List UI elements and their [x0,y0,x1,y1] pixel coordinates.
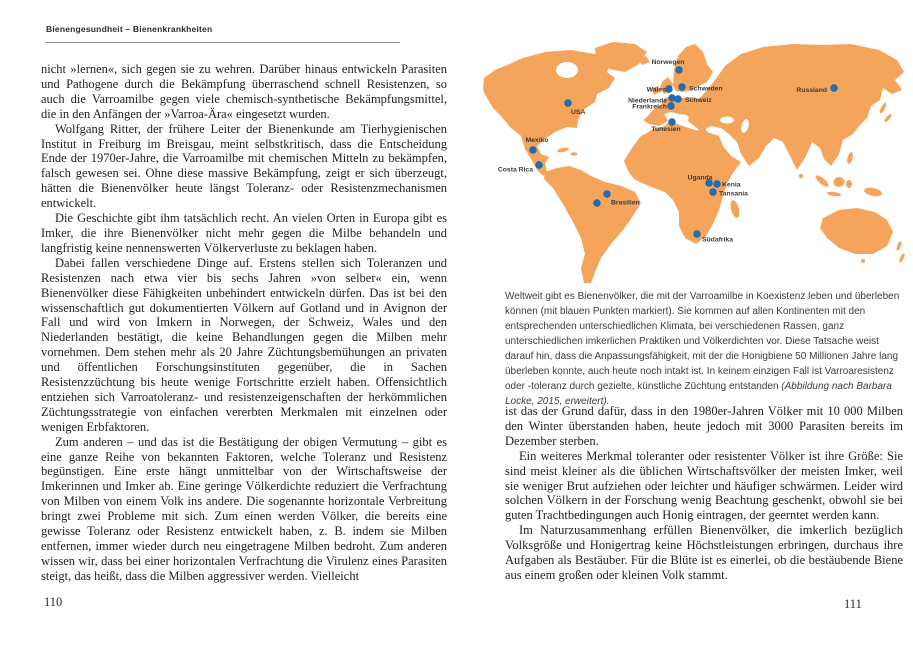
header-rule [46,42,400,43]
map-label-costa-rica: Costa Rica [497,166,533,174]
world-map [483,42,907,283]
left-page-text [41,62,447,584]
map-dot-schweiz [675,96,682,103]
map-dot-costa-rica [536,162,543,169]
map-dot-russland [831,85,838,92]
world-map-figure [483,42,907,283]
island-new-zealand-south [898,253,905,264]
island-cuba [557,147,570,153]
paragraph: Im Naturzusammenhang erfüllen Bienenvölker, die imkerlich bezüglich Volksgröße und Honigertrag keine Höchstleistungen erbringen, durchaus ihre Aufgaben als Bestäuber. Für die Blüte ist es einerlei, ob die bestäubende Biene aus einem großen oder kleinen Volk stammt. [505,523,903,582]
map-dot-niederlande [669,95,676,102]
paragraph: ist das der Grund dafür, dass in den 1980er-Jahren Völker mit 10 000 Milben den Winter überstanden haben, heute jedoch mit 3000 Parasiten bereits im Dezember sterben. [505,404,903,448]
map-label-mexiko: Mexiko [525,137,549,144]
island-japan-south [883,113,892,123]
island-sumatra [814,174,830,189]
island-sri-lanka [799,174,803,178]
figure-caption-source: (Abbildung nach Barbara Locke, 2015, erweitert). [505,381,892,407]
map-dot-frankreich [668,103,675,110]
island-java [827,191,841,197]
map-dot-s-dafrika [694,231,701,238]
paragraph: Dabei fallen verschiedene Dinge auf. Erstens stellen sich Toleranzen und Resistenzen nach etwa vier bis sechs Jahren »von selber« ein, wenn Bienenvölker diese Fähigkeiten unbehindert entwickeln dürfen. Das ist bei den wissenschaftlich gut dokumentierten Völkern auf Gotland und in Avignon der Fall und wird von Imkern in Norwegen, der Schweiz, Wales und den Niederlanden bestätigt, die keine Behandlungen gegen die Milben mehr vornehmen. Dem stehen mehr als 20 Jahre Züchtungsbemühungen an privaten und öffentlichen Forschungsinstituten gegenüber, die in Sachen Resistenzzüchtung bis heute wenige Fortschritte erzielt haben. Offensichtlich entziehen sich Varroatoleranz- und resistenzeigenschaften der herkömmlichen Züchtungsstrategie von einfachen vererbten Merkmalen mit einzelnen oder wenigen Erbfaktoren. [41,255,447,434]
paragraph: Ein weiteres Merkmal toleranter oder resistenter Völker ist ihre Größe: Sie sind meist kleiner als die üblichen Wirtschaftsvölker der meisten Imker, weil sie weniger Brut aufziehen oder leichter und häufiger schwärmen. Leider wird solchen Völkern in der Forschung wenig Beachtung geschenkt, obwohl sie bei guten Trachtbedingungen auch Honig eintragen, der geerntet werden kann. [505,448,903,523]
island-sulawesi [846,180,852,188]
map-dot-norwegen [676,67,683,74]
paragraph: nicht »lernen«, sich gegen sie zu wehren. Darüber hinaus entwickeln Parasiten und Pathogene durch die Bekämpfung überraschend schnell Resistenzen, so auch die Varroamilbe gegen viele chemisch-synthetische Bekämpfungsmittel, die in den Anfängen der »Varroa-Ära« eingesetzt wurden. [41,62,447,121]
paragraph: Zum anderen – und das ist die Bestätigung der obigen Vermutung – gibt es eine ganze Reihe von bekannten Faktoren, welche Toleranz und Resistenz begünstigen. Eine erste hängt unmittelbar von der Wirtschaftsweise der Imkerinnen und Imker ab. Eine geringe Völkerdichte reduziert die Verfrachtung von Milben von einem Volk ins andere. Die sogenannte horizontale Verbreitung bringt zwei Probleme mit sich. Zum einen werden Völker, die bereits eine gewisse Toleranz oder Resistenz entwickelt haben, z. B. indem sie Milben entfernen, immer wieder durch neu eingetragene Milben bedroht. Zum anderen wissen wir, dass bei einer horizontalen Verfrachtung die Virulenz eines Parasiten steigt, das heißt, dass die Milben aggressiver werden. Vielleicht [41,434,447,583]
map-dot-brasilien [604,191,611,198]
island-new-zealand-north [896,241,903,252]
sea-hudson-bay [556,62,578,78]
island-tasmania [861,259,865,263]
map-label-tansania: Tansania [719,190,748,198]
map-label-s-dafrika: Südafrika [702,236,733,244]
map-dot-usa [565,100,572,107]
right-page-text [505,404,903,583]
island-japan-north [878,102,887,114]
page-number-right: 111 [844,597,862,611]
map-label-niederlande: Niederlande [628,97,667,105]
map-dot-brasilien [594,200,601,207]
map-dot-schweden [679,84,686,91]
island-new-guinea [863,186,882,198]
map-label-frankreich: Frankreich [632,103,667,111]
map-dot-tansania [710,189,717,196]
map-label-usa: USA [571,109,586,116]
map-label-norwegen: Norwegen [651,59,685,66]
island-hispaniola [571,152,578,156]
running-header: Bienengesundheit – Bienenkrankheiten [46,24,213,34]
sea-black-sea [720,117,734,124]
figure-caption-text: Weltweit gibt es Bienenvölker, die mit der Varroamilbe in Koexistenz leben und überleben können (mit blauen Punkten markiert). Sie kommen auf allen Kontinenten mit den entsprechenden unterschiedlichen Klimata, bei verschiedenen Rassen, ganz unterschiedlichen imkerlichen Praktiken und Völkerdichten vor. Diese Tatsache weist darauf hin, dass die Anpassungsfähigkeit, mit der die Honigbiene 50 Millionen Jahre lang überleben konnte, auch heute noch intakt ist. In keinem einzigen Fall ist Varroaresistenz oder -toleranz durch gezielte, künstliche Züchtung entstanden [505,291,900,392]
paragraph: Wolfgang Ritter, der frühere Leiter der Bienenkunde am Tierhygienischen Institut in Freiburg im Breisgau, meint selbstkritisch, dass die Entscheidung Ende der 1970er-Jahre, die Varroamilbe mit chemischen Mitteln zu bekämpfen, falsch gewesen sei. Ohne diese massive Bekämpfung, zeigt er sich überzeugt, hätten die Bienenvölker heute längst Toleranz- oder Resistenzmechanismen entwickelt. [41,121,447,211]
island-madagascar [729,199,741,218]
map-dot-kenia [714,181,721,188]
map-dot-wales [666,86,673,93]
continents [483,42,906,283]
map-dot-tunesien [669,119,676,126]
map-label-russland: Russland [796,87,827,94]
map-label-wales: Wales [646,86,666,94]
page-number-left: 110 [44,595,63,609]
island-borneo [834,177,845,187]
continent-north-america [483,50,615,176]
map-label-uganda: Uganda [687,174,713,182]
island-philippines [846,152,854,165]
continent-australia [820,208,893,254]
map-label-kenia: Kenia [722,181,741,189]
figure-caption [505,289,903,409]
map-label-schweden: Schweden [689,85,723,93]
map-label-tunesien: Tunesien [651,126,681,133]
map-label-brasilien: Brasilien [611,199,640,207]
map-label-schweiz: Schweiz [685,97,712,104]
paragraph: Die Geschichte gibt ihm tatsächlich recht. An vielen Orten in Europa gibt es Imker, die ihre Bienenvölker nicht mehr gegen die Milbe behandeln und langfristig keine nennenswerten Völkerverluste zu beklagen haben. [41,211,447,255]
map-dot-mexiko [530,147,537,154]
continent-south-america [544,166,641,283]
